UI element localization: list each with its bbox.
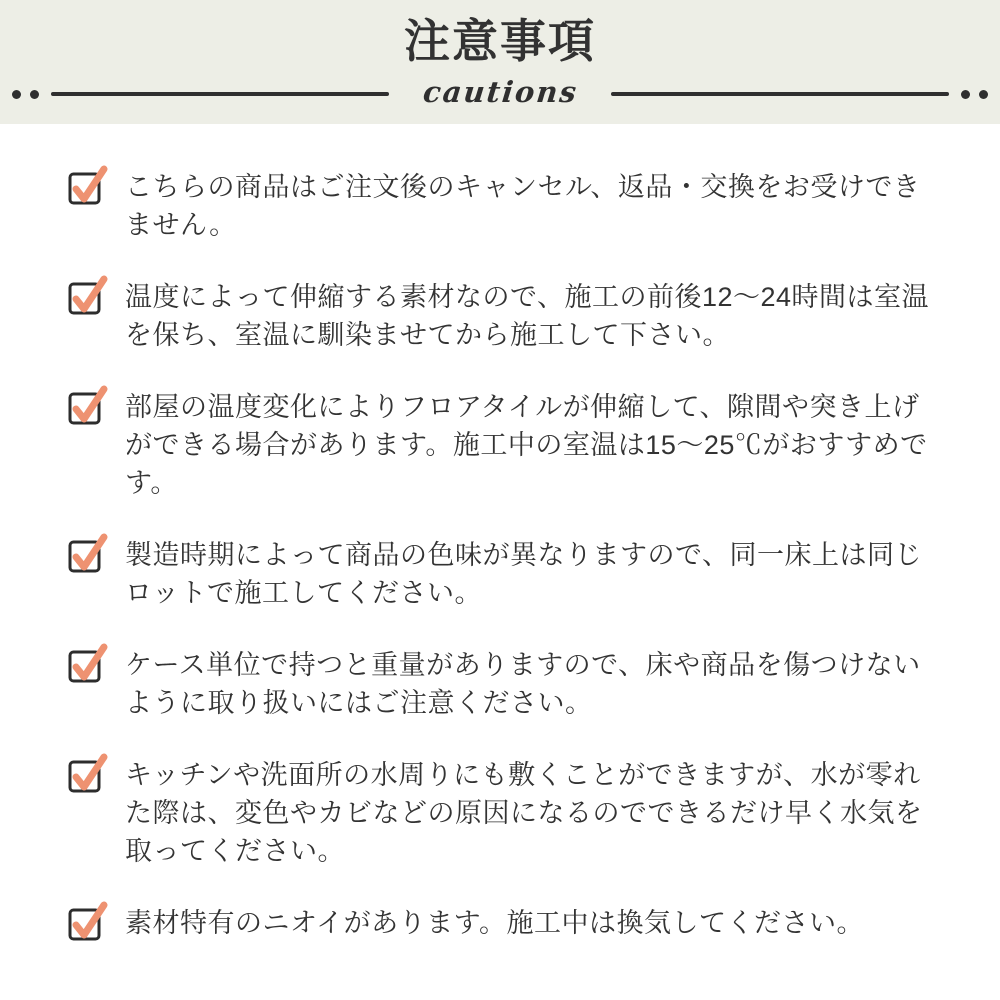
divider-dot [979, 90, 988, 99]
caution-text: 部屋の温度変化によりフロアタイルが伸縮して、隙間や突き上げができる場合があります。施工中の室温は15～25℃がおすすめです。 [125, 392, 928, 498]
caution-item [68, 536, 944, 612]
caution-item [68, 278, 944, 354]
caution-text: 温度によって伸縮する素材なので、施工の前後12～24時間は室温を保ち、室温に馴染ませてから施工して下さい。 [125, 282, 930, 350]
checked-checkbox-icon [68, 164, 108, 206]
header-divider [0, 76, 1000, 112]
caution-item [68, 756, 944, 870]
caution-item [68, 904, 944, 942]
checked-checkbox-icon [68, 900, 108, 942]
caution-list [0, 124, 1000, 942]
caution-item [68, 646, 944, 722]
page-title: 注意事項 [404, 15, 596, 67]
caution-text: 製造時期によって商品の色味が異なりますので、同一床上は同じロットで施工してください。 [125, 540, 922, 608]
cautions-header [0, 0, 1000, 124]
caution-text: こちらの商品はご注文後のキャンセル、返品・交換をお受けできません。 [125, 172, 921, 240]
caution-text: 素材特有のニオイがあります。施工中は換気してください。 [125, 908, 864, 938]
caution-item [68, 168, 944, 244]
checked-checkbox-icon [68, 642, 108, 684]
divider-rule [611, 92, 949, 96]
checked-checkbox-icon [68, 752, 108, 794]
checked-checkbox-icon [68, 274, 108, 316]
caution-text: キッチンや洗面所の水周りにも敷くことができますが、水が零れた際は、変色やカビなどの原因になるのでできるだけ早く水気を取ってください。 [125, 760, 923, 866]
checked-checkbox-icon [68, 384, 108, 426]
divider-dot [12, 90, 21, 99]
divider-rule [51, 92, 389, 96]
checked-checkbox-icon [68, 532, 108, 574]
divider-dot [30, 90, 39, 99]
divider-dot [961, 90, 970, 99]
divider-subtitle: cautions [421, 74, 580, 109]
caution-text: ケース単位で持つと重量がありますので、床や商品を傷つけないように取り扱いにはご注意ください。 [125, 650, 921, 718]
caution-item [68, 388, 944, 502]
